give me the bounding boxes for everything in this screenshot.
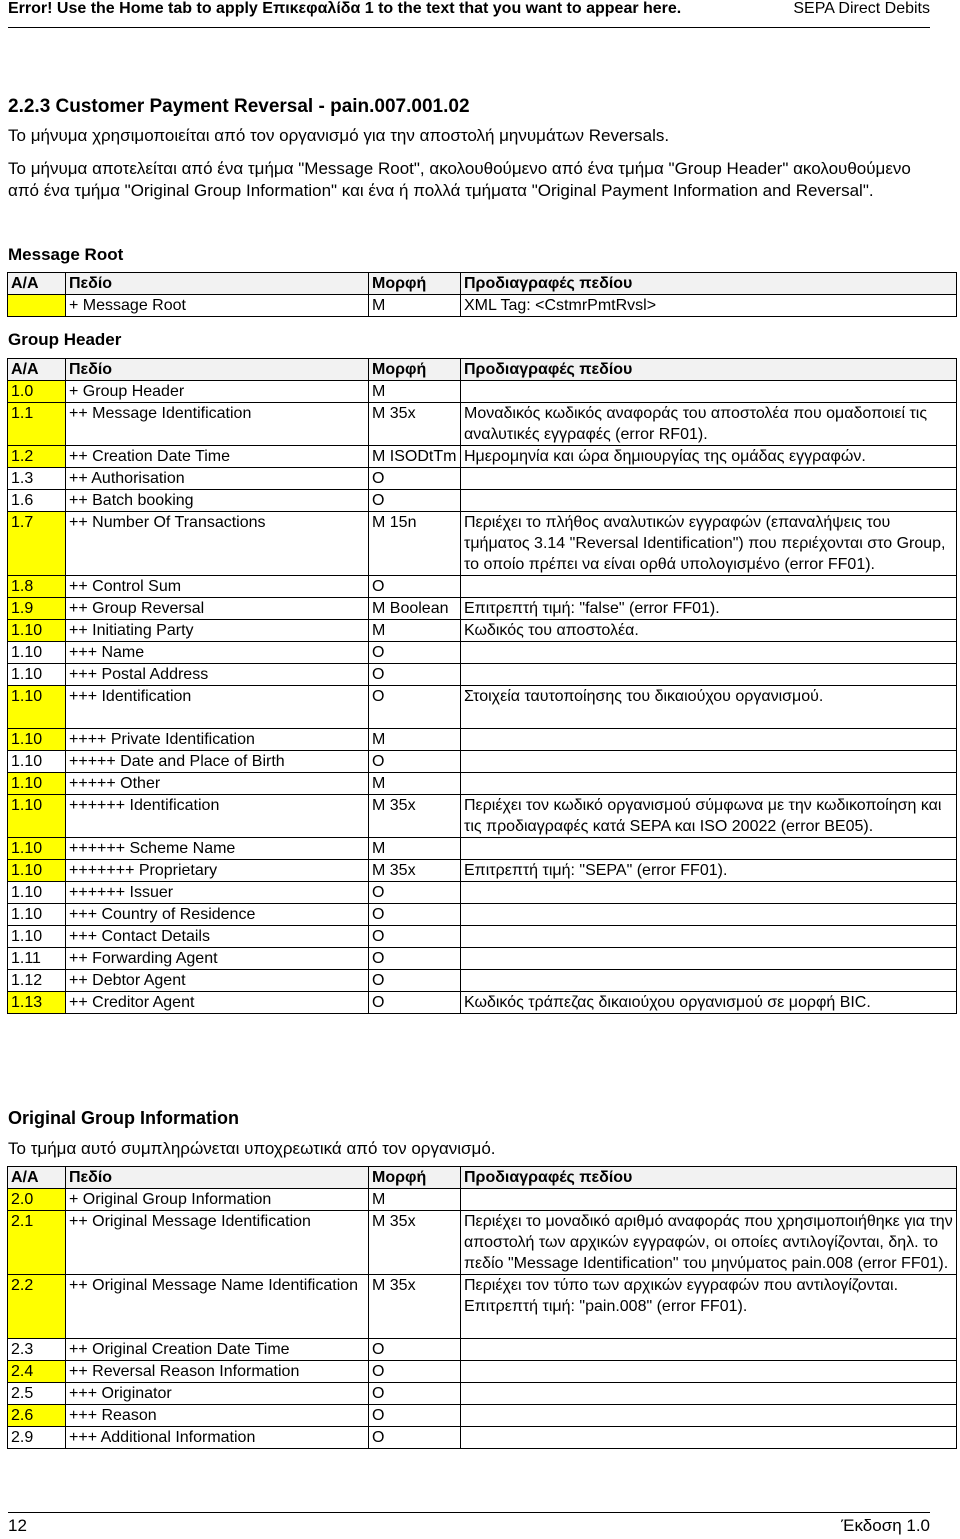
field-name: ++ Original Message Name Identification	[66, 1275, 369, 1339]
table-row	[8, 576, 957, 598]
col-header-spec: Προδιαγραφές πεδίου	[461, 273, 957, 295]
page-number: 12	[8, 1516, 27, 1535]
row-number: 1.9	[8, 598, 66, 620]
field-name: ++ Message Identification	[66, 403, 369, 446]
row-number: 1.10	[8, 773, 66, 795]
intro-paragraph-1: Το μήνυμα χρησιμοποιείται από τον οργανισμό για την αποστολή μηνυμάτων Reversals.	[8, 126, 670, 145]
field-format: M Boolean	[369, 598, 461, 620]
field-spec	[461, 664, 957, 686]
field-name: +++ Contact Details	[66, 926, 369, 948]
field-spec	[461, 576, 957, 598]
field-format: O	[369, 1383, 461, 1405]
field-format: O	[369, 992, 461, 1014]
field-name: +++ Identification	[66, 686, 369, 729]
table-row	[8, 1427, 957, 1449]
field-name: + Message Root	[66, 295, 369, 317]
field-name: ++ Creditor Agent	[66, 992, 369, 1014]
row-number: 1.10	[8, 882, 66, 904]
header-right-text: SEPA Direct Debits	[793, 0, 930, 17]
col-header-format: Μορφή	[369, 273, 461, 295]
field-format: M	[369, 773, 461, 795]
table-row	[8, 664, 957, 686]
table-row	[8, 1339, 957, 1361]
field-spec: Περιέχει τον κωδικό οργανισμού σύμφωνα με την κωδικοποίηση και τις προδιαγραφές κατά SEPA και ISO 20022 (error BE05).	[461, 795, 957, 838]
field-format: O	[369, 948, 461, 970]
field-format: M	[369, 1189, 461, 1211]
field-spec: Περιέχει το μοναδικό αριθμό αναφοράς που χρησιμοποιήθηκε για την αποστολή των αρχικών εγγραφών, οι οποίες αντιλογίζονται, δηλ. το πεδίο "Message Identification" του μηνύματος pain.008 (error FF01).	[461, 1211, 957, 1275]
row-number: 1.7	[8, 512, 66, 576]
table-row	[8, 795, 957, 838]
field-name: +++ Country of Residence	[66, 904, 369, 926]
table-row	[8, 860, 957, 882]
row-number: 1.10	[8, 729, 66, 751]
field-format: O	[369, 468, 461, 490]
row-number: 1.10	[8, 926, 66, 948]
table-row	[8, 1189, 957, 1211]
field-name: ++ Forwarding Agent	[66, 948, 369, 970]
field-name: ++ Group Reversal	[66, 598, 369, 620]
field-name: +++ Reason	[66, 1405, 369, 1427]
field-spec: XML Tag: <CstmrPmtRvsl>	[461, 295, 957, 317]
field-name: +++ Originator	[66, 1383, 369, 1405]
field-format: O	[369, 904, 461, 926]
section-title: 2.2.3 Customer Payment Reversal - pain.007.001.02	[8, 96, 470, 117]
field-format: O	[369, 642, 461, 664]
field-format: M 35x	[369, 795, 461, 838]
col-header-no: Α/Α	[8, 1167, 66, 1189]
field-name: ++ Original Creation Date Time	[66, 1339, 369, 1361]
field-name: ++ Reversal Reason Information	[66, 1361, 369, 1383]
row-number: 1.0	[8, 381, 66, 403]
field-spec: Επιτρεπτή τιμή: "SEPA" (error FF01).	[461, 860, 957, 882]
table-row	[8, 620, 957, 642]
field-format: O	[369, 1361, 461, 1383]
row-number: 1.1	[8, 403, 66, 446]
field-spec	[461, 729, 957, 751]
col-header-format: Μορφή	[369, 1167, 461, 1189]
field-name: +++++ Date and Place of Birth	[66, 751, 369, 773]
footer-divider	[8, 1512, 930, 1513]
field-format: M	[369, 838, 461, 860]
table-row	[8, 773, 957, 795]
field-format: M	[369, 381, 461, 403]
field-format: M ISODtTm	[369, 446, 461, 468]
field-spec: Επιτρεπτή τιμή: "false" (error FF01).	[461, 598, 957, 620]
field-name: + Original Group Information	[66, 1189, 369, 1211]
field-spec	[461, 381, 957, 403]
field-spec: Μοναδικός κωδικός αναφοράς του αποστολέα που ομαδοποιεί τις αναλυτικές εγγραφές (error RF01).	[461, 403, 957, 446]
row-number: 1.8	[8, 576, 66, 598]
row-number: 2.6	[8, 1405, 66, 1427]
original-group-title: Original Group Information	[8, 1108, 239, 1128]
field-format: M 15n	[369, 512, 461, 576]
document-version: Έκδοση 1.0	[841, 1516, 930, 1535]
table-row	[8, 295, 957, 317]
row-number: 1.10	[8, 860, 66, 882]
table-row	[8, 882, 957, 904]
table-row	[8, 381, 957, 403]
field-name: ++ Authorisation	[66, 468, 369, 490]
table-header-row	[8, 1167, 957, 1189]
field-name: ++++++ Issuer	[66, 882, 369, 904]
field-spec	[461, 904, 957, 926]
field-spec	[461, 1427, 957, 1449]
running-header	[8, 0, 930, 24]
header-divider	[8, 27, 930, 28]
row-number: 1.10	[8, 795, 66, 838]
original-group-intro: Το τμήμα αυτό συμπληρώνεται υποχρεωτικά από τον οργανισμό.	[8, 1139, 496, 1158]
table-row	[8, 926, 957, 948]
field-format: O	[369, 664, 461, 686]
field-spec	[461, 882, 957, 904]
field-format: M	[369, 620, 461, 642]
group-header-table	[7, 358, 957, 1014]
col-header-spec: Προδιαγραφές πεδίου	[461, 359, 957, 381]
table-row	[8, 1275, 957, 1339]
table-row	[8, 992, 957, 1014]
field-name: ++ Debtor Agent	[66, 970, 369, 992]
group-header-title: Group Header	[8, 330, 122, 349]
field-spec	[461, 1339, 957, 1361]
row-number	[8, 295, 66, 317]
field-spec: Κωδικός του αποστολέα.	[461, 620, 957, 642]
field-name: ++ Original Message Identification	[66, 1211, 369, 1275]
table-row	[8, 1211, 957, 1275]
field-name: ++ Initiating Party	[66, 620, 369, 642]
intro-paragraph-2: Το μήνυμα αποτελείται από ένα τμήμα "Message Root", ακολουθούμενο από ένα τμήμα "Group Header" ακολουθούμενο από ένα τμήμα "Original Group Information" και ένα ή πολλά τμήματα "Original Payment Information and Reversal".	[8, 159, 911, 200]
field-spec	[461, 642, 957, 664]
field-format: O	[369, 576, 461, 598]
field-name: +++ Name	[66, 642, 369, 664]
field-name: +++ Additional Information	[66, 1427, 369, 1449]
field-spec	[461, 490, 957, 512]
row-number: 1.2	[8, 446, 66, 468]
field-format: O	[369, 1427, 461, 1449]
table-row	[8, 1361, 957, 1383]
field-name: ++++++ Scheme Name	[66, 838, 369, 860]
field-format: O	[369, 490, 461, 512]
col-header-format: Μορφή	[369, 359, 461, 381]
row-number: 2.3	[8, 1339, 66, 1361]
row-number: 1.10	[8, 751, 66, 773]
table-row	[8, 729, 957, 751]
row-number: 1.10	[8, 620, 66, 642]
col-header-spec: Προδιαγραφές πεδίου	[461, 1167, 957, 1189]
col-header-field: Πεδίο	[66, 359, 369, 381]
original-group-table	[7, 1166, 957, 1449]
table-row	[8, 446, 957, 468]
table-row	[8, 948, 957, 970]
col-header-field: Πεδίο	[66, 273, 369, 295]
field-spec	[461, 838, 957, 860]
field-format: M 35x	[369, 403, 461, 446]
row-number: 1.3	[8, 468, 66, 490]
field-name: +++++ Other	[66, 773, 369, 795]
field-name: ++ Batch booking	[66, 490, 369, 512]
field-spec: Στοιχεία ταυτοποίησης του δικαιούχου οργανισμού.	[461, 686, 957, 729]
field-format: O	[369, 970, 461, 992]
field-name: ++++ Private Identification	[66, 729, 369, 751]
table-row	[8, 1405, 957, 1427]
field-spec	[461, 926, 957, 948]
col-header-no: Α/Α	[8, 359, 66, 381]
field-format: M	[369, 295, 461, 317]
field-format: M 35x	[369, 1211, 461, 1275]
table-row	[8, 490, 957, 512]
table-row	[8, 751, 957, 773]
row-number: 1.10	[8, 642, 66, 664]
table-row	[8, 904, 957, 926]
field-spec	[461, 1383, 957, 1405]
row-number: 1.6	[8, 490, 66, 512]
field-format: O	[369, 926, 461, 948]
table-row	[8, 512, 957, 576]
row-number: 1.10	[8, 686, 66, 729]
field-spec: Ημερομηνία και ώρα δημιουργίας της ομάδας εγγραφών.	[461, 446, 957, 468]
table-row	[8, 598, 957, 620]
row-number: 2.2	[8, 1275, 66, 1339]
field-format: M 35x	[369, 1275, 461, 1339]
field-spec	[461, 970, 957, 992]
row-number: 1.11	[8, 948, 66, 970]
field-format: O	[369, 751, 461, 773]
field-spec	[461, 1361, 957, 1383]
field-name: ++ Creation Date Time	[66, 446, 369, 468]
row-number: 2.4	[8, 1361, 66, 1383]
field-format: M	[369, 729, 461, 751]
header-left-text: Error! Use the Home tab to apply Επικεφαλίδα 1 to the text that you want to appear here.	[8, 0, 682, 17]
field-name: +++++++ Proprietary	[66, 860, 369, 882]
field-spec	[461, 1189, 957, 1211]
table-row	[8, 468, 957, 490]
field-format: O	[369, 882, 461, 904]
row-number: 1.10	[8, 838, 66, 860]
message-root-table	[7, 272, 957, 317]
col-header-field: Πεδίο	[66, 1167, 369, 1189]
field-spec	[461, 468, 957, 490]
field-spec	[461, 773, 957, 795]
field-spec	[461, 948, 957, 970]
field-format: O	[369, 686, 461, 729]
field-name: ++++++ Identification	[66, 795, 369, 838]
field-name: ++ Control Sum	[66, 576, 369, 598]
field-name: + Group Header	[66, 381, 369, 403]
row-number: 2.0	[8, 1189, 66, 1211]
row-number: 1.12	[8, 970, 66, 992]
row-number: 2.1	[8, 1211, 66, 1275]
message-root-title: Message Root	[8, 245, 124, 264]
row-number: 1.10	[8, 664, 66, 686]
field-format: O	[369, 1405, 461, 1427]
field-format: M 35x	[369, 860, 461, 882]
row-number: 2.5	[8, 1383, 66, 1405]
field-spec: Κωδικός τράπεζας δικαιούχου οργανισμού σε μορφή BIC.	[461, 992, 957, 1014]
field-spec: Περιέχει τον τύπο των αρχικών εγγραφών που αντιλογίζονται. Επιτρεπτή τιμή: "pain.008" (error FF01).	[461, 1275, 957, 1339]
table-header-row	[8, 273, 957, 295]
table-header-row	[8, 359, 957, 381]
table-row	[8, 403, 957, 446]
field-format: O	[369, 1339, 461, 1361]
row-number: 2.9	[8, 1427, 66, 1449]
row-number: 1.10	[8, 904, 66, 926]
field-spec	[461, 751, 957, 773]
field-name: ++ Number Of Transactions	[66, 512, 369, 576]
row-number: 1.13	[8, 992, 66, 1014]
table-row	[8, 838, 957, 860]
table-row	[8, 642, 957, 664]
table-row	[8, 686, 957, 729]
field-spec: Περιέχει το πλήθος αναλυτικών εγγραφών (επαναλήψεις του τμήματος 3.14 "Reversal Identification") που περιέχονται στο Group, το οποίο πρέπει να είναι ορθά υπολογισμένο (error FF01).	[461, 512, 957, 576]
col-header-no: Α/Α	[8, 273, 66, 295]
table-row	[8, 1383, 957, 1405]
table-row	[8, 970, 957, 992]
field-spec	[461, 1405, 957, 1427]
field-name: +++ Postal Address	[66, 664, 369, 686]
